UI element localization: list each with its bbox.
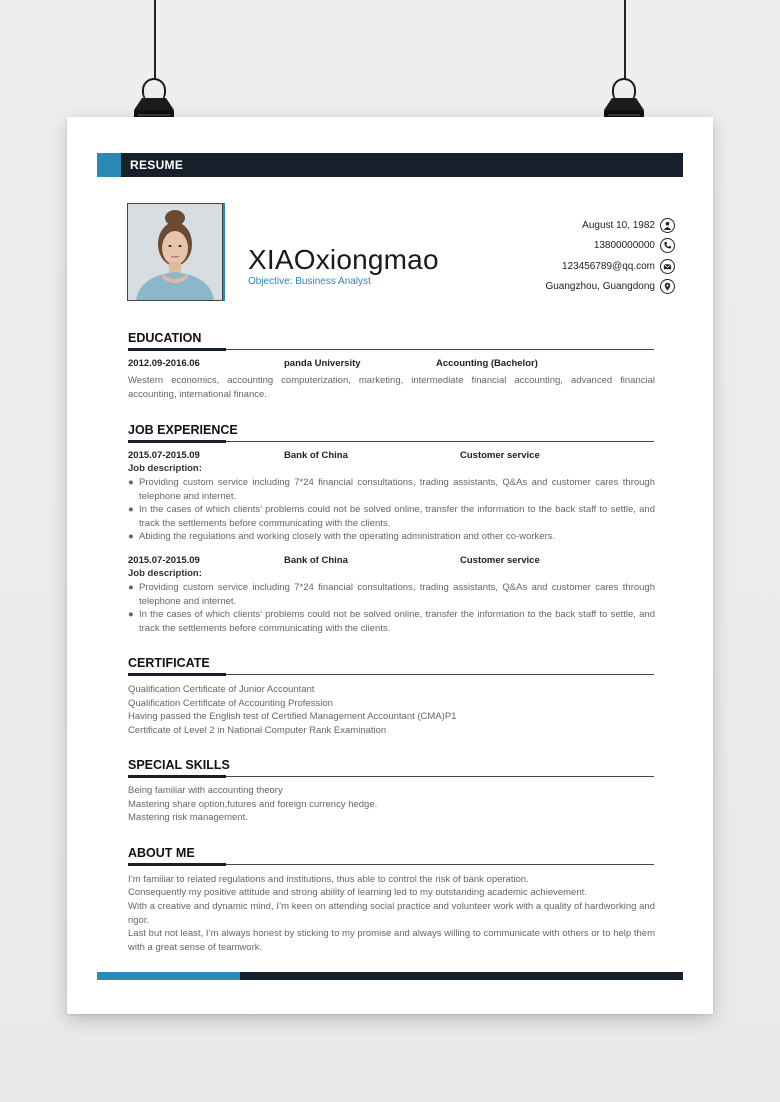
resume-footer-bar bbox=[97, 972, 683, 980]
education-major: Accounting (Bachelor) bbox=[436, 358, 538, 369]
about-line: Last but not least, I’m always honest by sticking to my promise and always willing to communicate with others or to help them with a great sense of teamwork. bbox=[128, 928, 655, 953]
contact-email bbox=[455, 261, 655, 272]
footer-accent bbox=[97, 972, 240, 980]
education-period: 2012.09-2016.06 bbox=[128, 358, 200, 369]
phone-icon bbox=[660, 238, 675, 253]
job-company: Bank of China bbox=[284, 555, 348, 566]
section-title-experience: JOB EXPERIENCE bbox=[128, 423, 238, 437]
skill-item: Mastering risk management. bbox=[128, 812, 248, 823]
certificate-item: Having passed the English test of Certified Management Accountant (CMA)P1 bbox=[128, 711, 457, 722]
job-description-label: Job description: bbox=[128, 463, 202, 474]
email-text: 123456789@qq.com bbox=[562, 261, 655, 272]
birthday-text: August 10, 1982 bbox=[582, 220, 655, 231]
job-description-label: Job description: bbox=[128, 568, 202, 579]
section-divider bbox=[128, 776, 654, 777]
resume-paper bbox=[67, 117, 713, 1014]
section-title-education: EDUCATION bbox=[128, 331, 202, 345]
section-title-skills: SPECIAL SKILLS bbox=[128, 758, 230, 772]
certificate-item: Qualification Certificate of Junior Accountant bbox=[128, 684, 315, 695]
certificate-item: Certificate of Level 2 in National Computer Rank Examination bbox=[128, 725, 387, 736]
section-divider bbox=[128, 674, 654, 675]
resume-label: RESUME bbox=[130, 158, 184, 172]
section-title-certificate: CERTIFICATE bbox=[128, 656, 210, 670]
phone-text: 13800000000 bbox=[593, 240, 655, 251]
skill-item: Being familiar with accounting theory bbox=[128, 785, 283, 796]
job-role: Customer service bbox=[460, 450, 540, 461]
contact-birthday bbox=[455, 220, 655, 231]
job-period: 2015.07-2015.09 bbox=[128, 555, 200, 566]
objective: Objective: Business Analyst bbox=[248, 276, 371, 287]
profile-photo bbox=[127, 203, 223, 301]
section-divider bbox=[128, 441, 654, 442]
education-description: Western economics, accounting computerization, marketing, intermediate financial accounting, advanced financial accounting, international finance. bbox=[128, 375, 655, 400]
mail-icon bbox=[660, 259, 675, 274]
skill-item: Mastering share option,futures and foreign currency hedge. bbox=[128, 799, 378, 810]
section-divider bbox=[128, 349, 654, 350]
location-pin-icon bbox=[660, 279, 675, 294]
about-line: With a creative and dynamic mind, I’m keen on attending social practice and volunteer work with a quality of hardworking and rigor. bbox=[128, 901, 655, 926]
job-role: Customer service bbox=[460, 555, 540, 566]
job-bullet: ● In the cases of which clients’ problems could not be solved online, transfer the information to the back staff to settle, and track the settlements before communicating with the clients. bbox=[128, 609, 655, 634]
resume-header-bar bbox=[97, 153, 683, 177]
job-bullet: ● Providing custom service including 7*24 financial consultations, trading assistants, Q&As and customer cares through telephone and internet. bbox=[128, 582, 655, 607]
contact-location bbox=[455, 281, 655, 292]
location-text: Guangzhou, Guangdong bbox=[545, 281, 655, 292]
job-bullet: ● Providing custom service including 7*24 financial consultations, trading assistants, Q&As and customer cares through telephone and internet. bbox=[128, 477, 655, 502]
about-line: I’m familiar to related regulations and institutions, thus able to control the risk of bank operation. bbox=[128, 874, 529, 885]
education-school: panda University bbox=[284, 358, 361, 369]
full-name: XIAOxiongmao bbox=[248, 244, 439, 275]
profile-photo-frame bbox=[127, 203, 223, 299]
job-period: 2015.07-2015.09 bbox=[128, 450, 200, 461]
section-title-about: ABOUT ME bbox=[128, 846, 195, 860]
certificate-item: Qualification Certificate of Accounting Profession bbox=[128, 698, 333, 709]
hanging-wire-right bbox=[624, 0, 626, 80]
hanging-wire-left bbox=[154, 0, 156, 80]
about-line: Consequently my positive attitude and strong ability of learning led to my outstanding academic achievement. bbox=[128, 887, 587, 898]
contact-phone bbox=[455, 240, 655, 251]
job-company: Bank of China bbox=[284, 450, 348, 461]
person-icon bbox=[660, 218, 675, 233]
header-accent bbox=[97, 153, 121, 177]
job-bullet: ● In the cases of which clients’ problems could not be solved online, transfer the information to the back staff to settle, and track the settlements before communicating with the clients. bbox=[128, 504, 655, 529]
job-bullet: ● Abiding the regulations and working closely with the operating administration and other co-workers. bbox=[128, 531, 556, 542]
section-divider bbox=[128, 864, 654, 865]
